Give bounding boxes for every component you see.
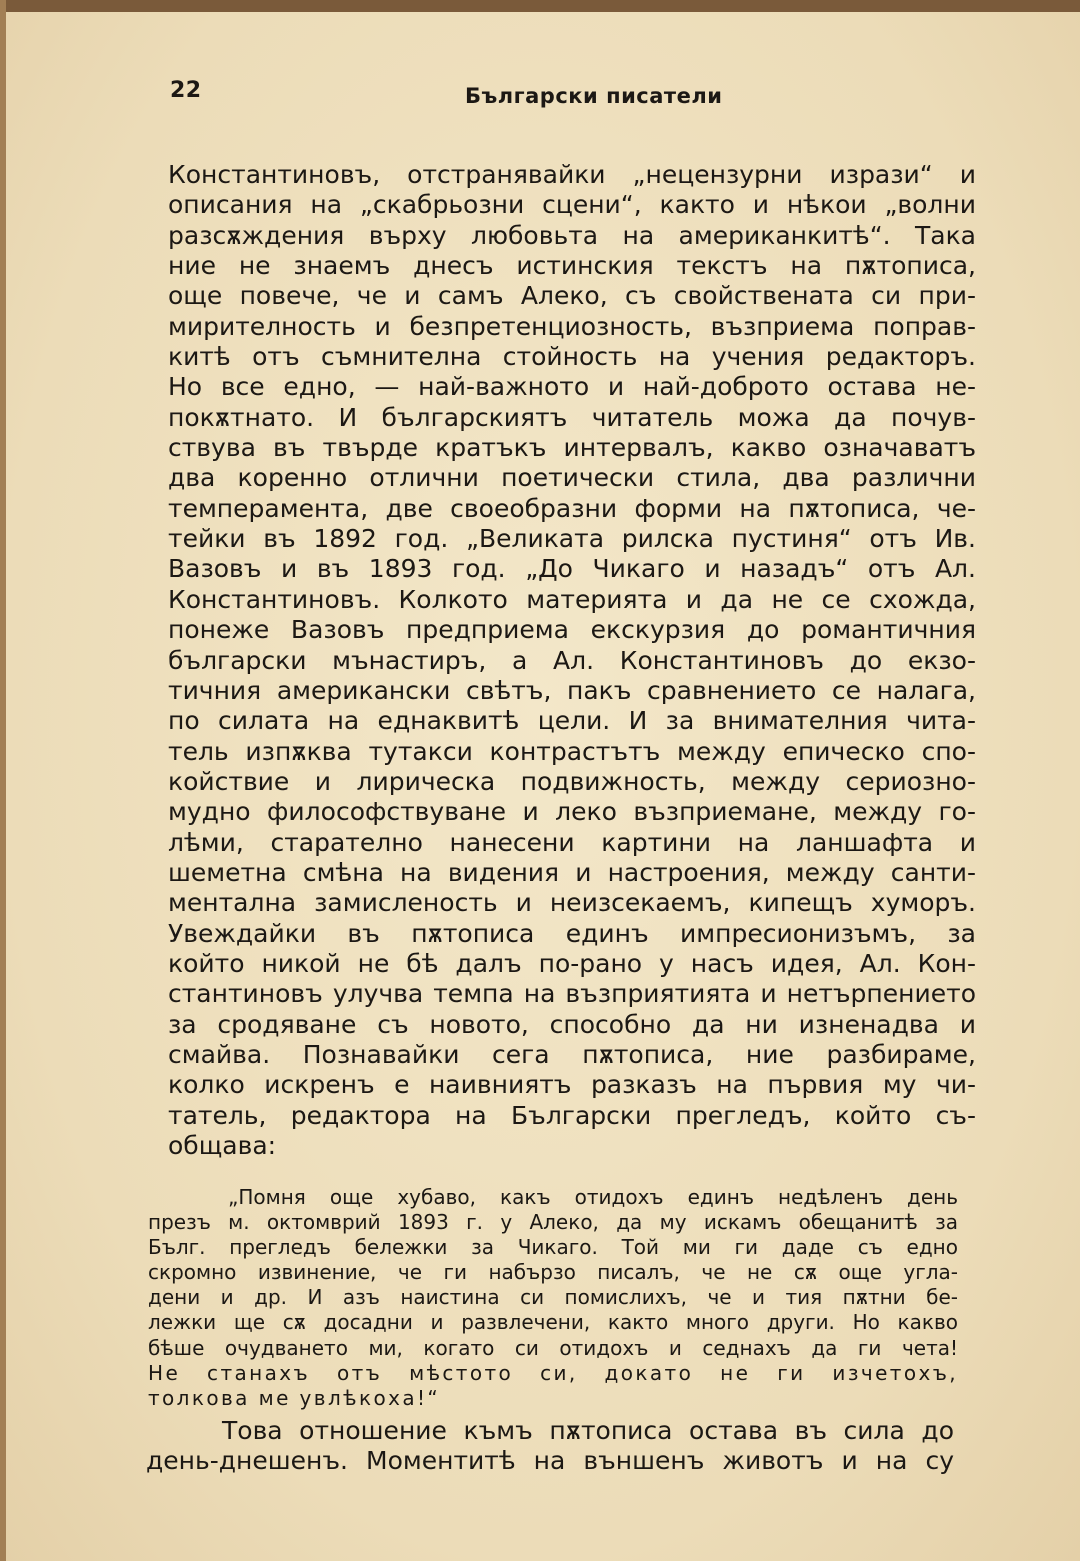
text-line: тичния американски свѣтъ, пакъ сравнението се налага, — [168, 675, 976, 705]
text-line: ствува въ твърде кратъкъ интервалъ, какво означаватъ — [168, 433, 976, 463]
text-line: тель изпѫква тутакси контрастътъ между епическо спо- — [168, 736, 976, 766]
text-line: по силата на еднаквитѣ цели. И за внимателния чита- — [168, 706, 976, 736]
page-left-edge — [0, 0, 6, 1561]
text-line: разсѫждения върху любовьта на американкитѣ“. Така — [168, 220, 976, 250]
quote-line: бѣше очудването ми, когато си отидохъ и седнахъ да ги чета! — [148, 1335, 958, 1360]
page-top-edge — [0, 0, 1080, 12]
text-line: Това отношение къмъ пѫтописа остава въ сила до — [222, 1416, 954, 1445]
text-line: лѣми, старателно нанесени картини на ланшафта и — [168, 827, 976, 857]
text-line: който никой не бѣ далъ по-рано у насъ идея, Ал. Кон- — [168, 948, 976, 978]
text-line: ние не знаемъ днесъ истинския текстъ на пѫтописа, — [168, 251, 976, 281]
text-line: ментална замисленость и неизсекаемъ, кипещъ хуморъ. — [168, 888, 976, 918]
quote-line: лежки ще сѫ досадни и развлечени, както много други. Но какво — [148, 1310, 958, 1335]
text-line: още повече, че и самъ Алеко, съ свойствената си при- — [168, 281, 976, 311]
text-line: за сродяване съ новото, способно да ни изненадва и — [168, 1009, 976, 1039]
text-line: смайва. Познавайки сега пѫтописа, ние разбираме, — [168, 1039, 976, 1069]
page-number: 22 — [170, 78, 202, 103]
text-line: темперамента, две своеобразни форми на пѫтописа, че- — [168, 493, 976, 523]
text-line: китѣ отъ съмнителна стойность на учения редакторъ. — [168, 342, 976, 372]
quote-line: презъ м. октомврий 1893 г. у Алеко, да му искамъ обещанитѣ за — [148, 1210, 958, 1235]
text-line: стантиновъ улучва темпа на възприятията и нетърпението — [168, 979, 976, 1009]
text-line: Увеждайки въ пѫтописа единъ импресионизъмъ, за — [168, 918, 976, 948]
text-line: описания на „скабрьозни сцени“, както и нѣкои „волни — [168, 190, 976, 220]
text-line: Константиновъ. Колкото материята и да не се схожда, — [168, 584, 976, 614]
quote-line: скромно извинение, че ги набързо писалъ, че не сѫ още угла- — [148, 1260, 958, 1285]
quote-line: Не станахъ отъ мѣстото си, докато не ги изчетохъ, — [148, 1360, 958, 1385]
closing-paragraph — [146, 1416, 954, 1477]
text-line: два коренно отлични поетически стила, два различни — [168, 463, 976, 493]
text-line: тейки въ 1892 год. „Великата рилска пустиня“ отъ Ив. — [168, 524, 976, 554]
quote-line: дени и др. И азъ наистина си помислихъ, че и тия пѫтни бе- — [148, 1285, 958, 1310]
text-line: понеже Вазовъ предприема екскурзия до романтичния — [168, 615, 976, 645]
text-line: Но все едно, — най-важното и най-доброто остава не- — [168, 372, 976, 402]
text-line: общава: — [168, 1131, 277, 1160]
text-line: Константиновъ, отстранявайки „нецензурни изрази“ и — [168, 160, 976, 189]
body-text — [168, 160, 976, 1161]
text-line: мудно философствуване и леко възприемане, между го- — [168, 797, 976, 827]
text-line: покѫтнато. И българскиятъ читатель можа да почув- — [168, 402, 976, 432]
text-line: койствие и лирическа подвижность, между сериозно- — [168, 766, 976, 796]
quotation-block — [148, 1185, 958, 1411]
text-line: шеметна смѣна на видения и настроения, между санти- — [168, 857, 976, 887]
quote-line: „Помня още хубаво, какъ отидохъ единъ недѣленъ день — [228, 1185, 958, 1209]
text-line: Вазовъ и въ 1893 год. „До Чикаго и назадъ“ отъ Ал. — [168, 554, 976, 584]
quote-line: Бълг. прегледъ бележки за Чикаго. Той ми ги даде съ едно — [148, 1235, 958, 1260]
text-line: татель, редактора на Български прегледъ, който съ- — [168, 1100, 976, 1130]
running-title: Български писатели — [465, 84, 723, 108]
quote-line: толкова ме увлѣкоха!“ — [148, 1385, 441, 1410]
text-line: мирителность и безпретенциозность, възприема поправ- — [168, 311, 976, 341]
text-line: български мънастиръ, а Ал. Константиновъ до екзо- — [168, 645, 976, 675]
text-line: день-днешенъ. Моментитѣ на външенъ животъ и на су — [146, 1446, 954, 1476]
text-line: колко искренъ е наивниятъ разказъ на първия му чи- — [168, 1070, 976, 1100]
